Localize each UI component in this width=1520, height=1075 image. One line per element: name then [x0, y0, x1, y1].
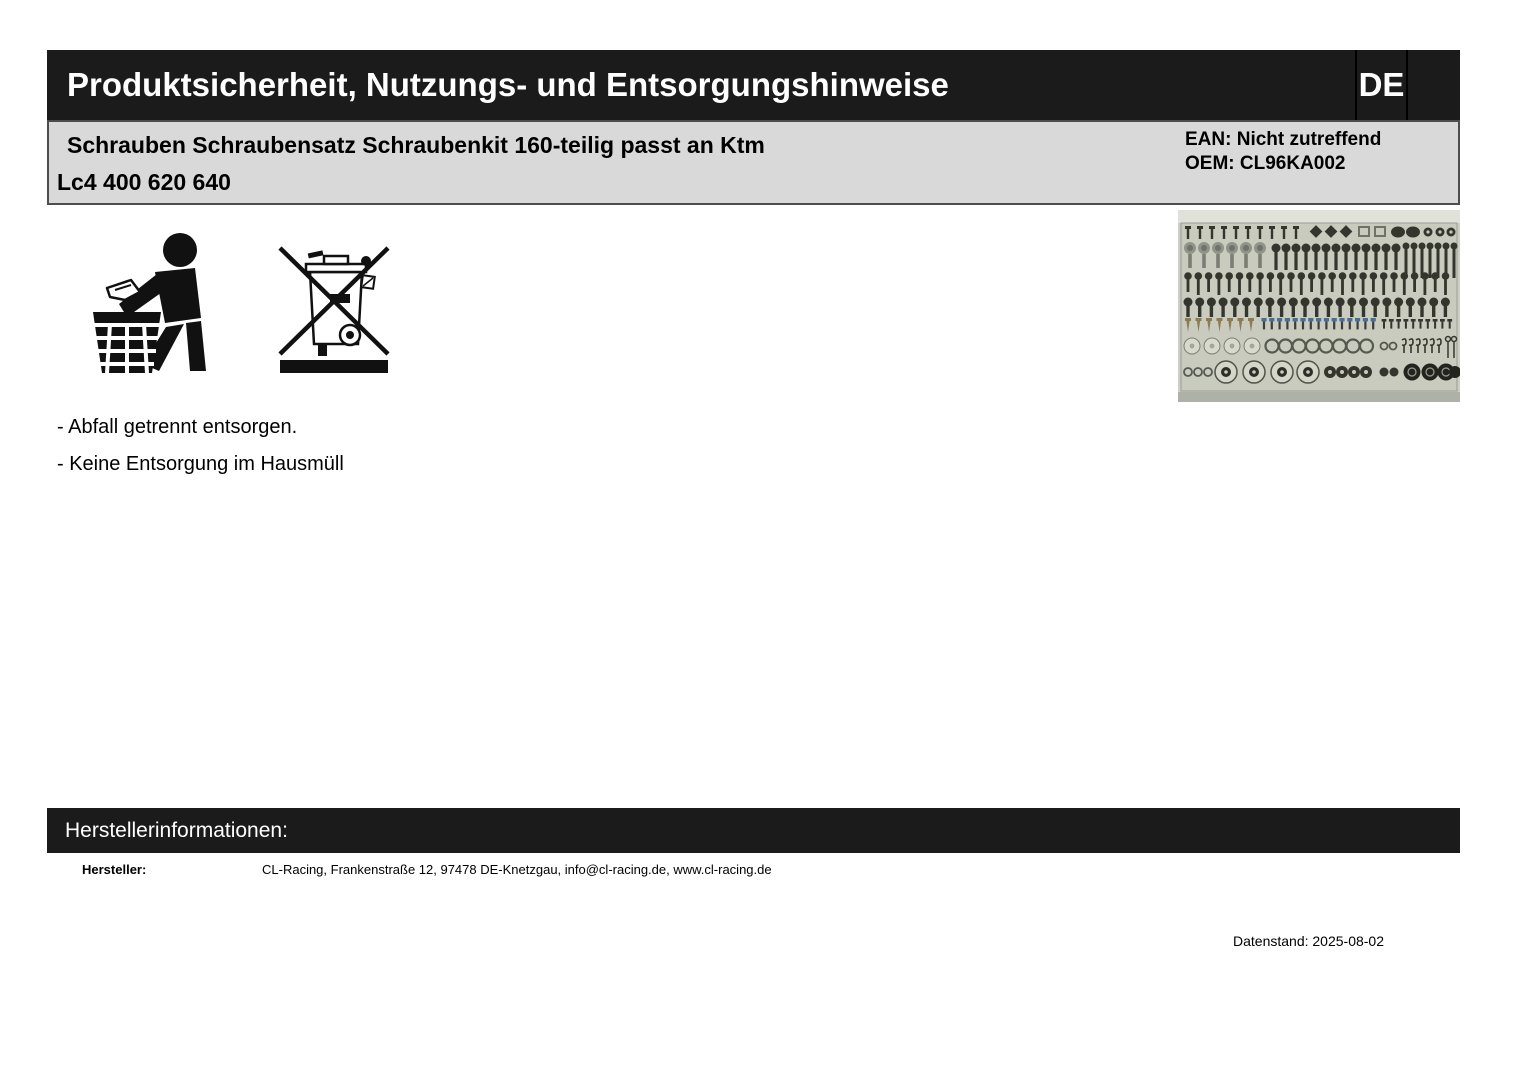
language-badge: DE	[1355, 50, 1408, 120]
document-title-bar	[47, 50, 1460, 120]
disposal-note: - Abfall getrennt entsorgen.	[57, 416, 298, 438]
manufacturer-label: Hersteller:	[82, 862, 147, 877]
product-codes	[1185, 128, 1381, 176]
tidyman-icon	[85, 228, 215, 373]
oem-value: OEM: CL96KA002	[1185, 153, 1346, 174]
disposal-note: - Keine Entsorgung im Hausmüll	[57, 453, 344, 475]
disposal-notes	[57, 412, 344, 486]
page-title: Produktsicherheit, Nutzungs- und Entsorgungshinweise	[67, 66, 949, 103]
product-title-line2: Lc4 400 620 640	[57, 169, 231, 195]
manufacturer-value: CL-Racing, Frankenstraße 12, 97478 DE-Knetzgau, info@cl-racing.de, www.cl-racing.de	[262, 862, 772, 877]
data-status: Datenstand: 2025-08-02	[1233, 933, 1384, 949]
weee-crossed-bin-icon	[278, 232, 390, 373]
manufacturer-section-bar	[47, 808, 1460, 853]
manufacturer-section-title: Herstellerinformationen:	[65, 819, 288, 842]
product-title-line1: Schrauben Schraubensatz Schraubenkit 160-teilig passt an Ktm	[67, 132, 765, 158]
ean-value: EAN: Nicht zutreffend	[1185, 129, 1382, 150]
product-header	[47, 120, 1460, 205]
product-photo	[1178, 210, 1460, 402]
